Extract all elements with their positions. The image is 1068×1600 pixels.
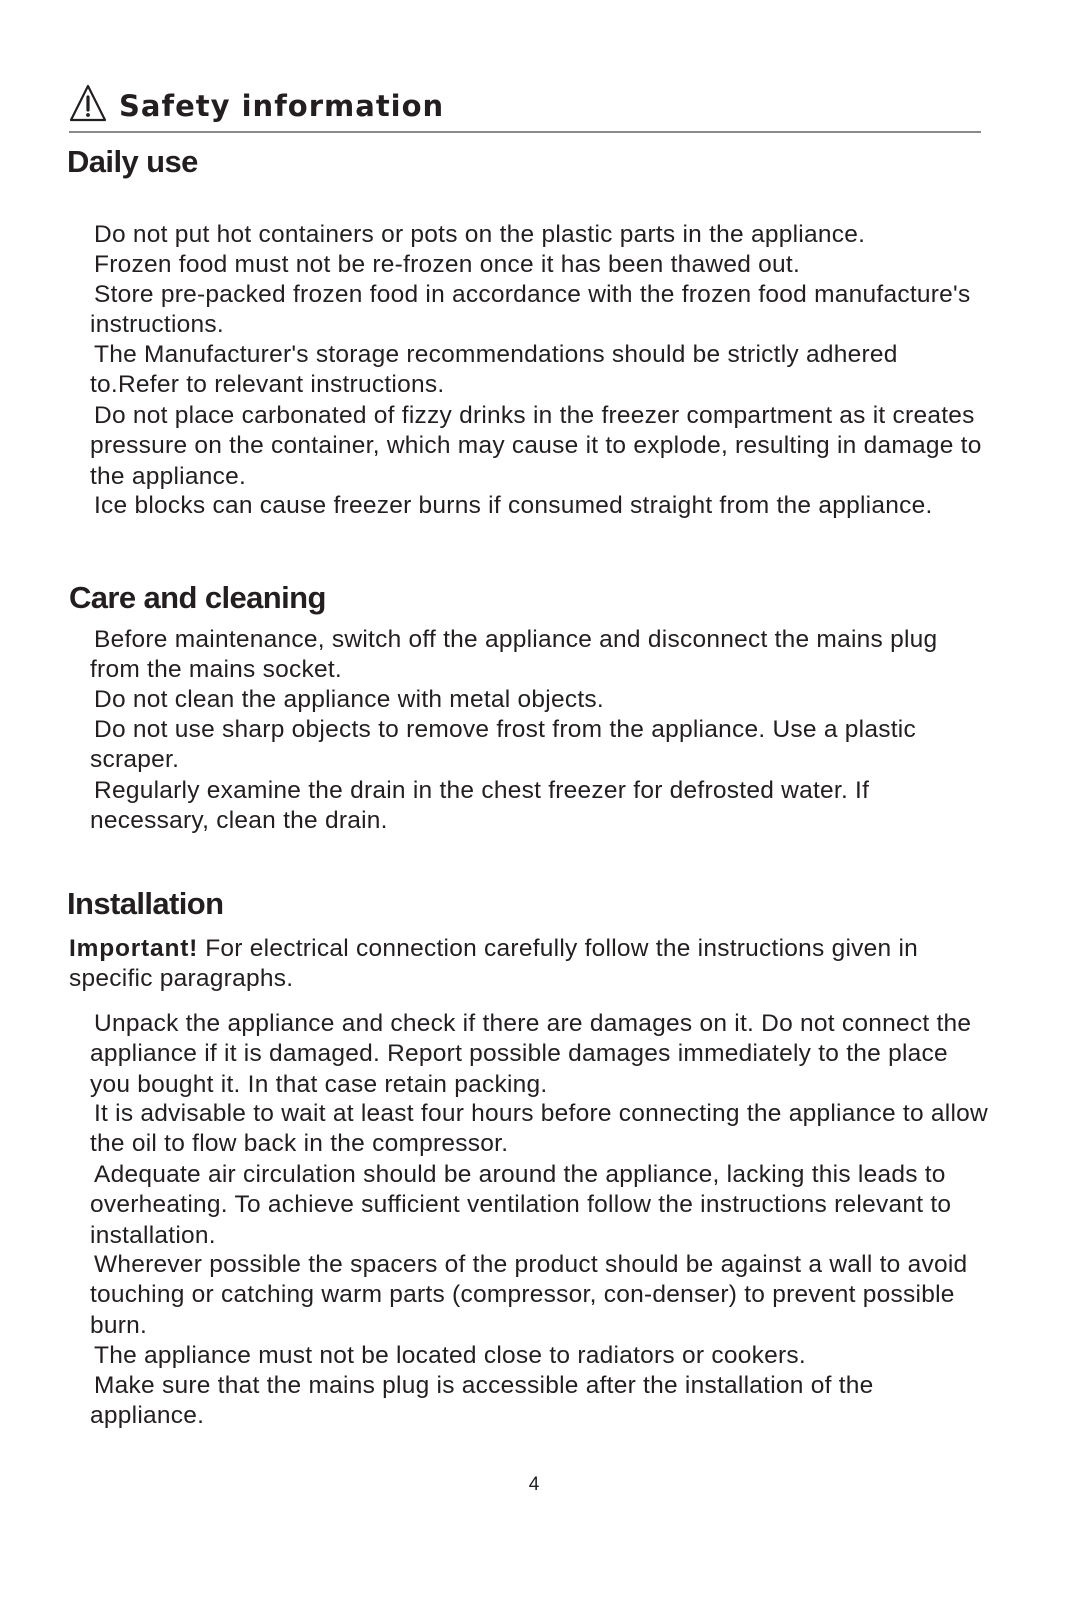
installation-item: The appliance must not be located close to radiators or cookers. (94, 1342, 806, 1369)
daily-use-item: Store pre-packed frozen food in accordance with the frozen food manufacture's instructions. (90, 281, 971, 339)
care-item: Do not use sharp objects to remove frost from the appliance. Use a plastic scraper. (90, 716, 916, 774)
daily-use-item: Do not put hot containers or pots on the plastic parts in the appliance. (94, 221, 866, 248)
page-number: 4 (528, 1474, 540, 1495)
header-divider (69, 131, 981, 133)
installation-item: Make sure that the mains plug is accessible after the installation of the appliance. (90, 1372, 874, 1430)
section-title-daily-use: Daily use (67, 144, 198, 179)
care-item: Do not clean the appliance with metal objects. (94, 686, 604, 713)
daily-use-item: Ice blocks can cause freezer burns if consumed straight from the appliance. (94, 492, 933, 519)
care-item: Regularly examine the drain in the chest freezer for defrosted water. If necessary, clean the drain. (90, 777, 870, 835)
page-header (69, 75, 981, 133)
warning-triangle-icon (69, 83, 107, 123)
daily-use-item: Frozen food must not be re-frozen once it has been thawed out. (94, 251, 800, 278)
installation-item: Wherever possible the spacers of the product should be against a wall to avoid touching or catching warm parts (compressor, con-denser) to prevent possible burn. (90, 1251, 968, 1339)
page-title: Safety information (119, 89, 445, 123)
important-label: Important! (69, 935, 199, 962)
installation-item: Adequate air circulation should be around the appliance, lacking this leads to overheating. To achieve sufficient ventilation follow the instructions relevant to installation. (90, 1161, 952, 1249)
installation-item: Unpack the appliance and check if there are damages on it. Do not connect the appliance if it is damaged. Report possible damages immediately to the place you bought it. In that case retain packing. (90, 1010, 972, 1098)
installation-item: It is advisable to wait at least four hours before connecting the appliance to allow the oil to flow back in the compressor. (90, 1100, 988, 1158)
care-item: Before maintenance, switch off the appliance and disconnect the mains plug from the mains socket. (90, 626, 938, 684)
daily-use-item: The Manufacturer's storage recommendations should be strictly adhered to.Refer to relevant instructions. (90, 341, 898, 399)
important-text: For electrical connection carefully follow the instructions given in specific paragraphs. (69, 935, 919, 993)
section-title-care-cleaning: Care and cleaning (69, 580, 326, 615)
section-title-installation: Installation (67, 886, 224, 921)
important-note (69, 934, 969, 995)
daily-use-item: Do not place carbonated of fizzy drinks in the freezer compartment as it creates pressure on the container, which may cause it to explode, resulting in damage to the appliance. (90, 402, 982, 490)
